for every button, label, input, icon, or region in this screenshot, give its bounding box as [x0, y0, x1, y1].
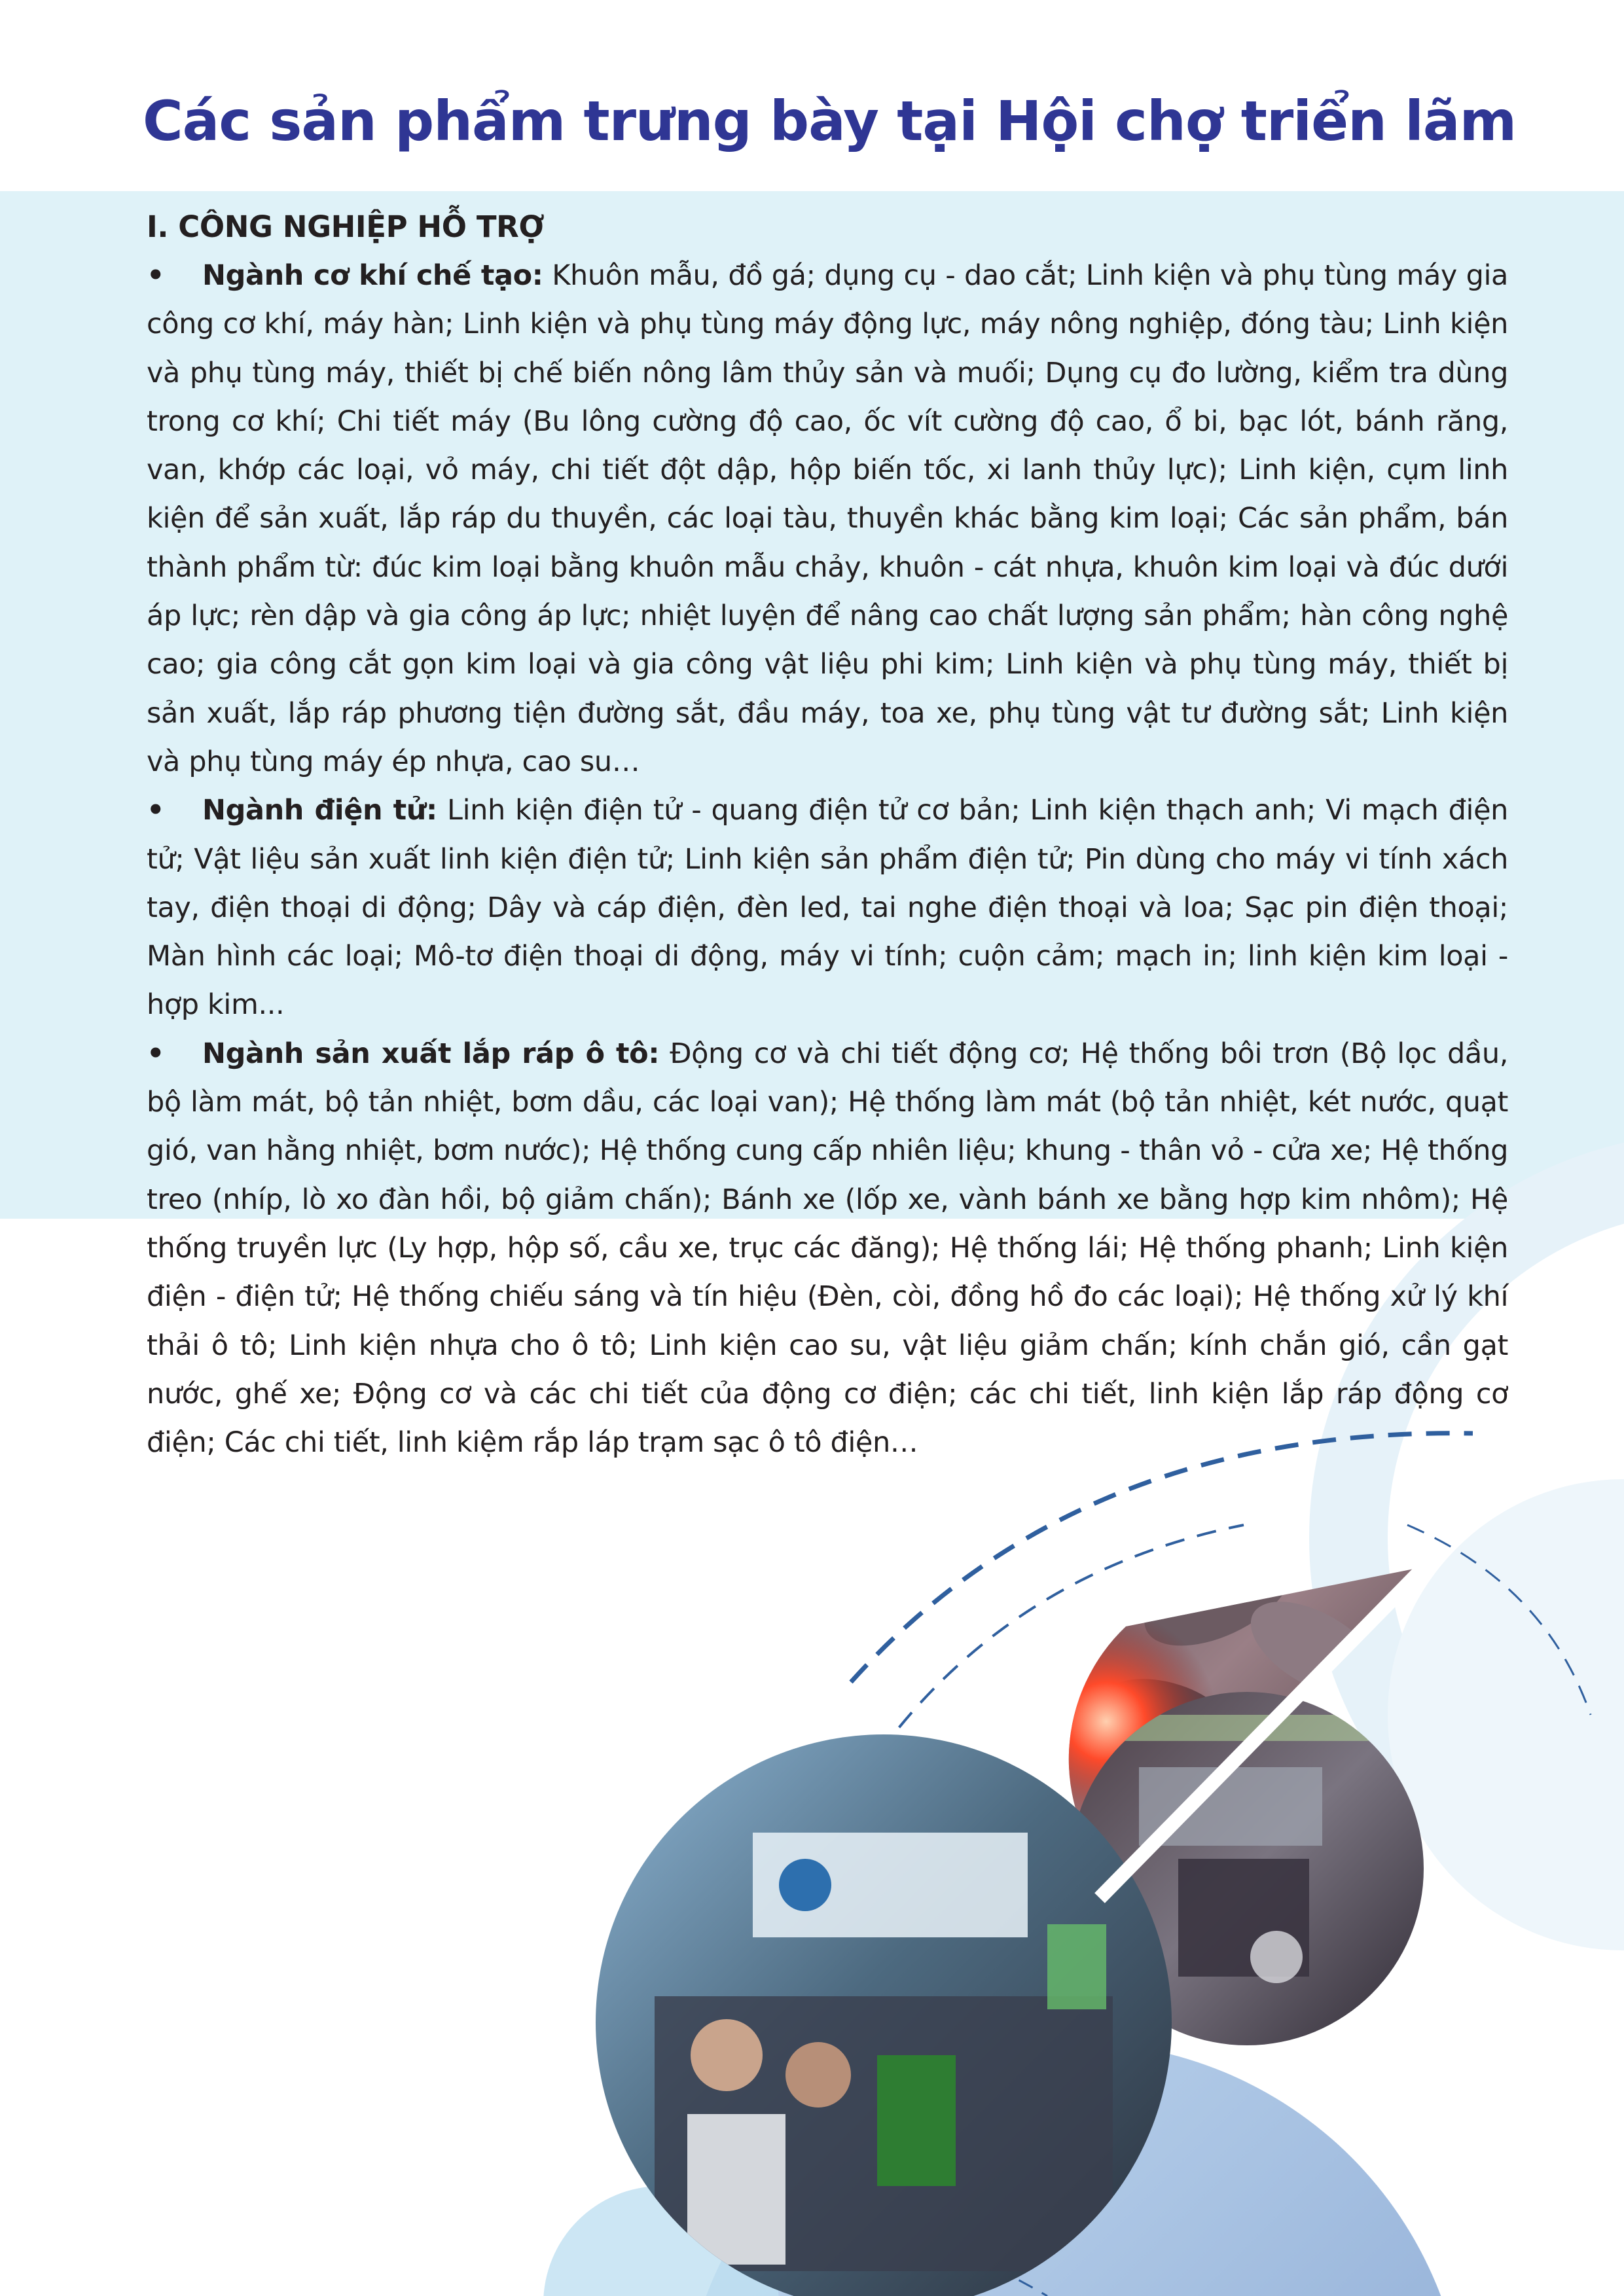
list-item-label: Ngành sản xuất lắp ráp ô tô: — [202, 1037, 660, 1070]
list-item-electronics — [147, 786, 1508, 1029]
list-item-label: Ngành cơ khí chế tạo: — [202, 259, 543, 292]
list-item-text: Động cơ và chi tiết động cơ; Hệ thống bôi trơn (Bộ lọc dầu, bộ làm mát, bộ tản nhiệt, bơm dầu, các loại van); Hệ thống làm mát (bộ tản nhiệt, két nước, quạt gió, van hằng nhiệt, bơm nước); Hệ thống cung cấp nhiên liệu; khung - thân vỏ - cửa xe; Hệ thống treo (nhíp, lò xo đàn hồi, bộ giảm chấn); Bánh xe (lốp xe, vành bánh xe bằng hợp kim nhôm); Hệ thống truyền lực (Ly hợp, hộp số, cầu xe, trục các đăng); Hệ thống lái; Hệ thống phanh; Linh kiện điện - điện tử; Hệ thống chiếu sáng và tín hiệu (Đèn, còi, đồng hồ đo các loại); Hệ thống xử lý khí thải ô tô; Linh kiện nhựa cho ô tô; Linh kiện cao su, vật liệu giảm chấn; kính chắn gió, cần gạt nước, ghế xe; Động cơ và các chi tiết của động cơ điện; các chi tiết, linh kiện lắp ráp động cơ điện; Các chi tiết, linh kiệm rắp láp trạm sạc ô tô điện… — [147, 1037, 1508, 1460]
list-item-text: Khuôn mẫu, đồ gá; dụng cụ - dao cắt; Linh kiện và phụ tùng máy gia công cơ khí, máy hàn; Linh kiện và phụ tùng máy động lực, máy nông nghiệp, đóng tàu; Linh kiện và phụ tùng máy, thiết bị chế biến nông lâm thủy sản và muối; Dụng cụ đo lường, kiểm tra dùng trong cơ khí; Chi tiết máy (Bu lông cường độ cao, ốc vít cường độ cao, ổ bi, bạc lót, bánh răng, van, khớp các loại, vỏ máy, chi tiết đột dập, hộp biến tốc, xi lanh thủy lực); Linh kiện, cụm linh kiện để sản xuất, lắp ráp du thuyền, các loại tàu, thuyền khác bằng kim loại; Các sản phẩm, bán thành phẩm từ: đúc kim loại bằng khuôn mẫu chảy, khuôn - cát nhựa, khuôn kim loại và đúc dưới áp lực; rèn dập và gia công áp lực; nhiệt luyện để nâng cao chất lượng sản phẩm; hàn công nghệ cao; gia công cắt gọn kim loại và gia công vật liệu phi kim; Linh kiện và phụ tùng máy, thiết bị sản xuất, lắp ráp phương tiện đường sắt, đầu máy, toa xe, phụ tùng vật tư đường sắt; Linh kiện và phụ tùng máy ép nhựa, cao su… — [147, 259, 1508, 778]
bullet-icon: • — [147, 1037, 165, 1070]
list-item-text: Linh kiện điện tử - quang điện tử cơ bản; Linh kiện thạch anh; Vi mạch điện tử; Vật liệu sản xuất linh kiện điện tử; Linh kiện sản phẩm điện tử; Pin dùng cho máy vi tính xách tay, điện thoại di động; Dây và cáp điện, đèn led, tai nghe điện thoại và loa; Sạc pin điện thoại; Màn hình các loại; Mô-tơ điện thoại di động, máy vi tính; cuộn cảm; mạch in; linh kiện kim loại - hợp kim... — [147, 794, 1508, 1022]
page-title: Các sản phẩm trưng bày tại Hội chợ triển lãm — [143, 89, 1517, 153]
list-item-label: Ngành điện tử: — [202, 794, 437, 827]
main-content — [147, 203, 1508, 1467]
list-item-automotive — [147, 1030, 1508, 1467]
list-item-mechanical — [147, 251, 1508, 786]
bullet-icon: • — [147, 794, 165, 827]
bullet-icon: • — [147, 259, 165, 292]
section-heading: I. CÔNG NGHIỆP HỖ TRỢ — [147, 209, 545, 244]
